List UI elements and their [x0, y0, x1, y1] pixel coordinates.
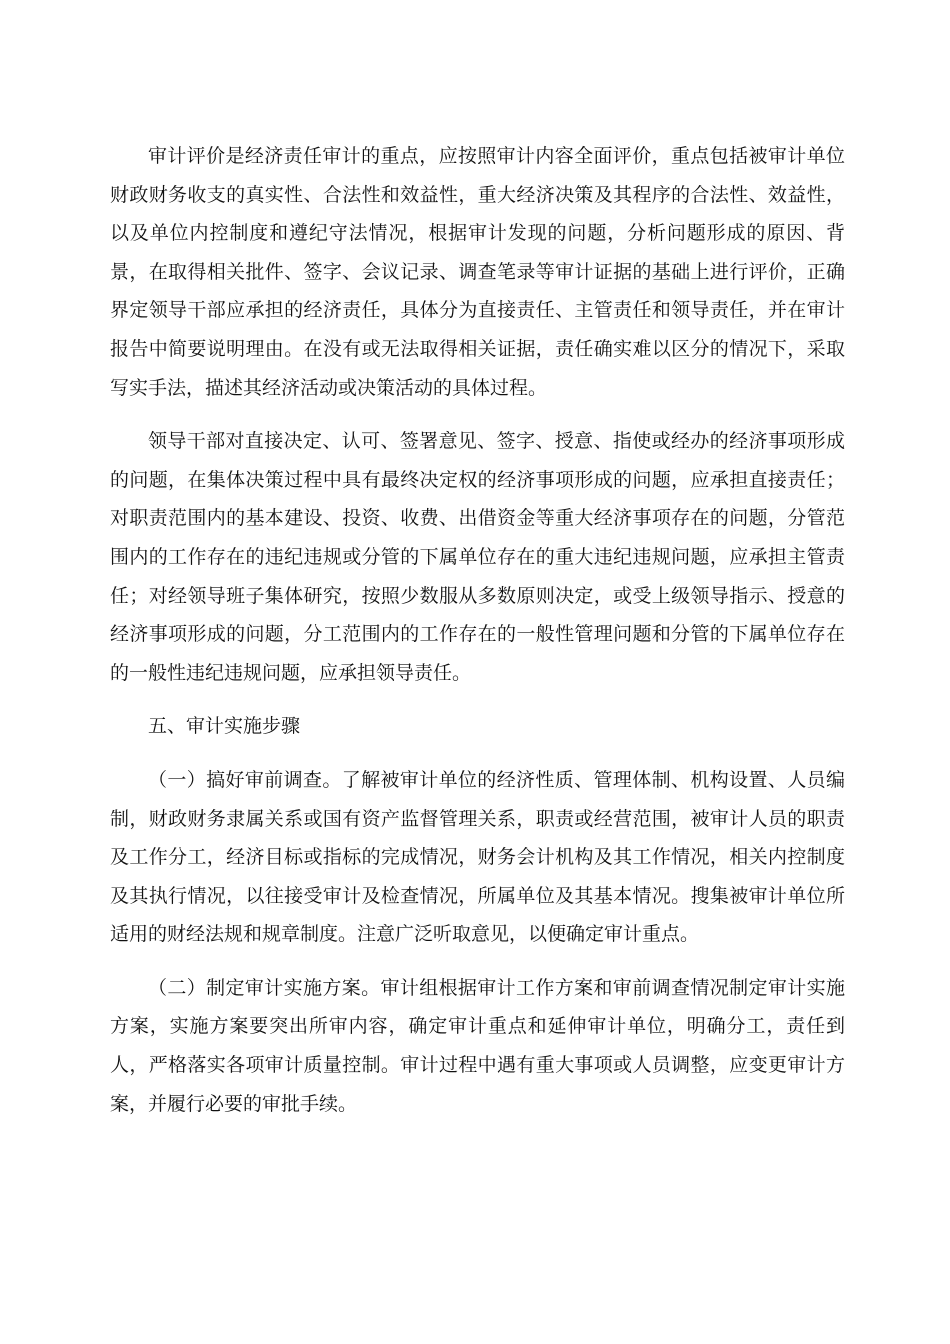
paragraph-pre-audit-survey: （一）搞好审前调查。了解被审计单位的经济性质、管理体制、机构设置、人员编制，财政财务隶属关系或国有资产监督管理关系，职责或经营范围，被审计人员的职责及工作分工，经济目标或指标的完成情况，财务会计机构及其工作情况，相关内控制度及其执行情况，以往接受审计及检查情况，所属单位及其基本情况。搜集被审计单位所适用的财经法规和规章制度。注意广泛听取意见，以便确定审计重点。	[110, 768, 845, 946]
paragraph-spacer	[110, 746, 845, 761]
document-body	[110, 137, 845, 1123]
paragraph-audit-evaluation: 审计评价是经济责任审计的重点，应按照审计内容全面评价，重点包括被审计单位财政财务收支的真实性、合法性和效益性，重大经济决策及其程序的合法性、效益性，以及单位内控制度和遵纪守法情况，根据审计发现的问题，分析问题形成的原因、背景，在取得相关批件、签字、会议记录、调查笔录等审计证据的基础上进行评价，正确界定领导干部应承担的经济责任，具体分为直接责任、主管责任和领导责任，并在审计报告中简要说明理由。在没有或无法取得相关证据，责任确实难以区分的情况下，采取写实手法，描述其经济活动或决策活动的具体过程。	[110, 145, 845, 399]
paragraph-spacer	[110, 692, 845, 707]
paragraph-implementation-plan: （二）制定审计实施方案。审计组根据审计工作方案和审前调查情况制定审计实施方案，实施方案要突出所审内容，确定审计重点和延伸审计单位，明确分工，责任到人，严格落实各项审计质量控制。审计过程中遇有重大事项或人员调整，应变更审计方案，并履行必要的审批手续。	[110, 976, 845, 1115]
paragraph-responsibility-definition: 领导干部对直接决定、认可、签署意见、签字、授意、指使或经办的经济事项形成的问题，在集体决策过程中具有最终决定权的经济事项形成的问题，应承担直接责任；对职责范围内的基本建设、投资、收费、出借资金等重大经济事项存在的问题，分管范围内的工作存在的违纪违规或分管的下属单位存在的重大违纪违规问题，应承担主管责任；对经领导班子集体研究，按照少数服从多数原则决定，或受上级领导指示、授意的经济事项形成的问题，分工范围内的工作存在的一般性管理问题和分管的下属单位存在的一般性违纪违规问题，应承担领导责任。	[110, 430, 845, 684]
paragraph-spacer	[110, 954, 845, 969]
paragraph-spacer	[110, 407, 845, 422]
section-heading-implementation-steps: 五、审计实施步骤	[148, 715, 301, 738]
